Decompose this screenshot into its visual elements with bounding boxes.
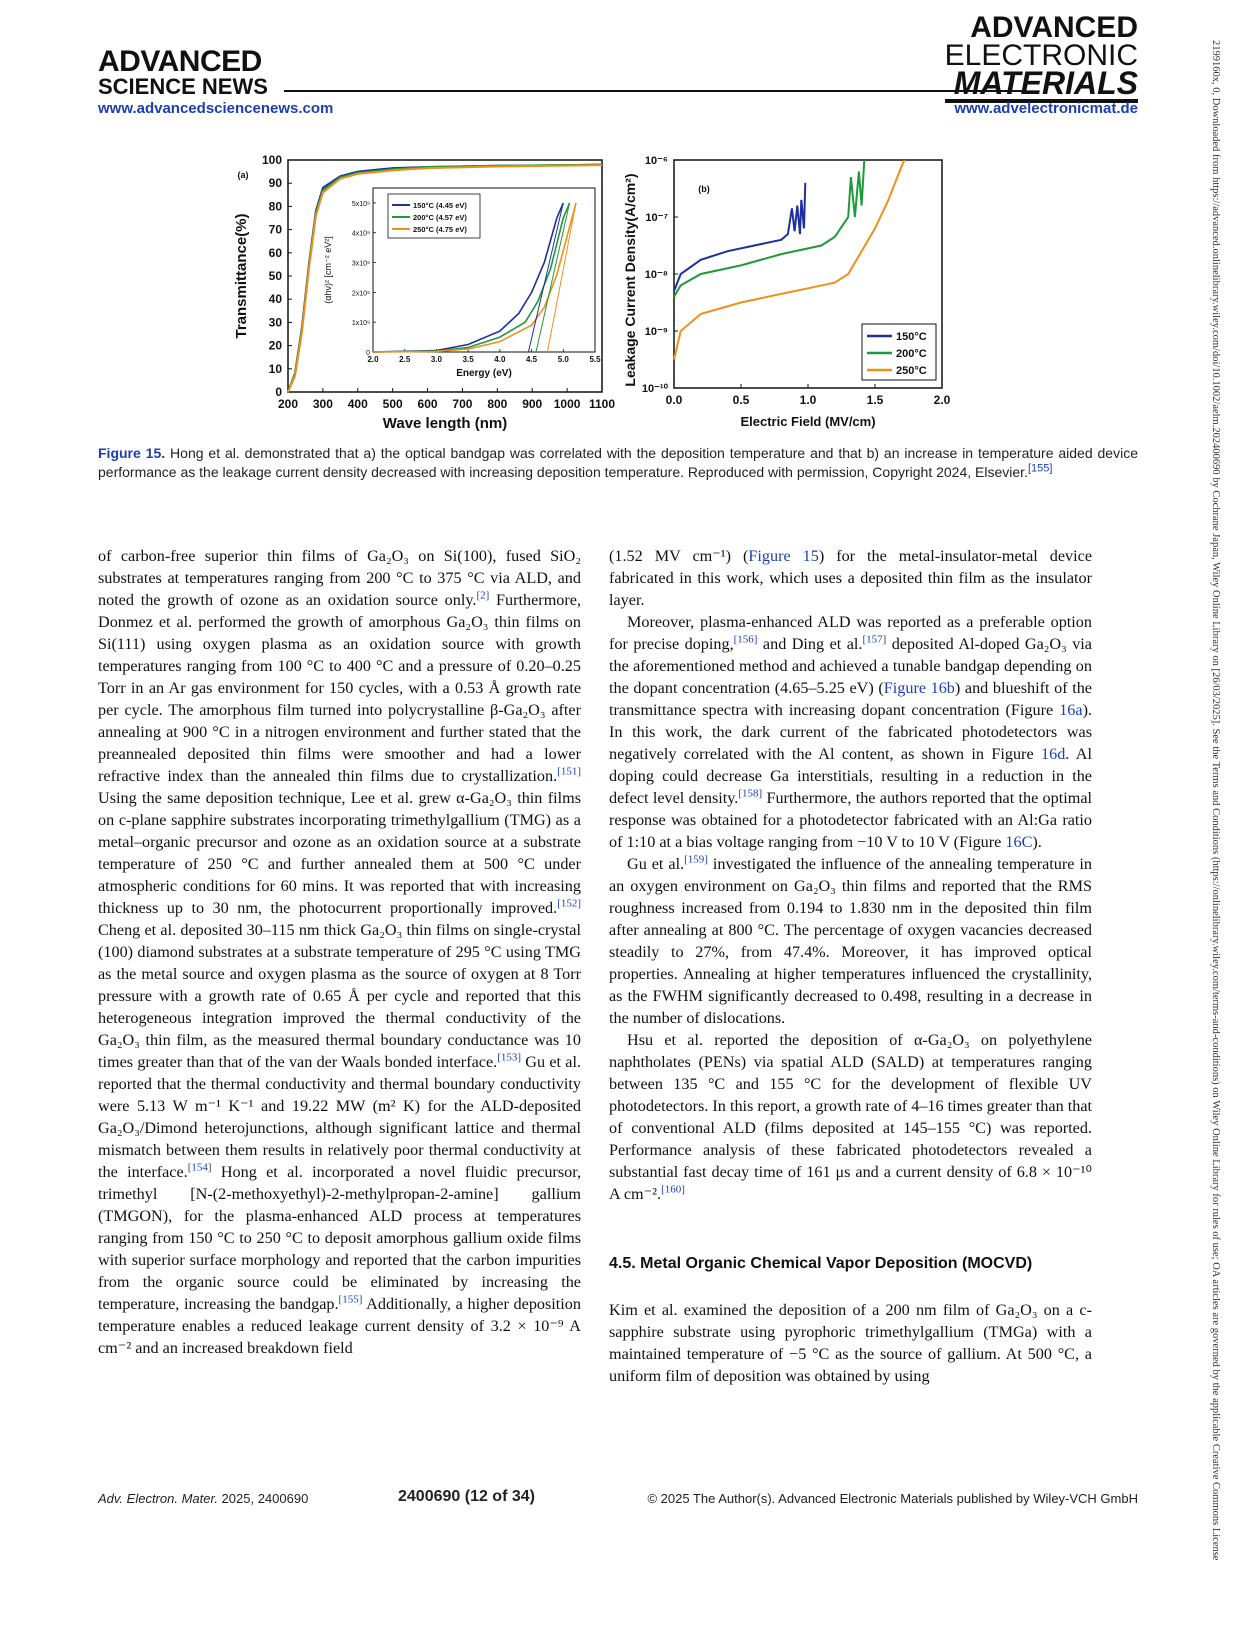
text-span: Cheng et al. deposited 30–115 nm thick Ga₂O₃ thin films on single-crystal (100) diamond substrates at a substrate temperature of 295 °C using TMG as the metal source and oxygen plasma as the source of oxygen at 8 Torr pressure with a growth rate of 0.65 Å per cycle and reported that this heterogeneous integration improved the thermal conductivity of the Ga₂O₃ thin film, as the measured thermal boundary conductance was 10 times greater than that of the van der Waals bonded interface. [98,921,581,1071]
inset-x-axis-label: Energy (eV) [456,368,512,379]
section-heading: 4.5. Metal Organic Chemical Vapor Deposition (MOCVD) [609,1255,1033,1272]
citation-ref[interactable]: [153] [497,1051,522,1064]
text-span: Moreover, plasma-enhanced ALD was reported as a preferable option for precise doping, [609,613,1092,653]
panel-a-x-tick-label: 900 [522,397,543,411]
text-span: ) for the metal-insulator-metal device fabricated in this work, which uses a deposited thin film as the insulator layer. [609,547,1093,609]
panel-a-y-tick-label: 40 [268,292,282,307]
journal-url[interactable]: www.advelectronicmat.de [954,100,1138,117]
panel-a-y-tick-label: 20 [268,338,282,353]
panel-a-y-tick-label: 70 [268,222,282,237]
inset-y-tick-label: 2x10⁹ [351,290,370,298]
panel-b-y-tick-label: 10⁻⁹ [644,326,668,338]
panel-a-y-tick-label: 50 [268,269,282,283]
right-column [609,545,1092,1387]
citation-ref[interactable]: [159] [684,853,708,866]
figure-link[interactable]: 16d [1041,745,1066,763]
right-paragraph-2 [609,611,1092,853]
text-span: Using the same deposition technique, Lee et al. grew α-Ga₂O₃ thin films on c-plane sapphire substrates incorporating trimethylgallium (TMG) as a metal–organic precursor and ozone as an oxidation source at a substrate temperature of 250 °C and further annealed them at 500 °C under atmospheric conditions for 60 mins. It was reported that with increasing thickness up to 30 nm, the photocurrent proportionally improved. [98,789,581,917]
figure-link[interactable]: Figure 16b [883,679,955,697]
text-span: Additionally, a higher deposition temperature enables a reduced leakage current density of 3.2 × 10⁻⁹ A cm⁻² and an increased breakdown field [98,1295,581,1357]
panel-a-x-tick-label: 600 [417,397,438,411]
citation-ref[interactable]: [157] [862,633,887,646]
text-span: Furthermore, the authors reported that the optimal response was obtained for a photodetector fabricated with an Al:Ga ratio of 1:10 at a bias voltage ranging from −10 V to 10 V (Figure [609,789,1092,851]
inset-x-tick-label: 3.0 [430,355,442,364]
panel-a-x-tick-label: 800 [487,397,508,411]
panel-b-x-tick-label: 1.5 [866,393,884,407]
inset-x-tick-label: 4.5 [526,355,538,364]
panel-a-label: (a) [237,170,249,180]
text-span: ). [1032,833,1042,851]
citation-ref[interactable]: [160] [661,1183,685,1196]
caption-ref[interactable]: [155] [1027,462,1053,475]
page-footer [98,1488,1138,1512]
panel-b-legend-label: 150°C [896,331,927,343]
text-span: Gu et al. [627,855,685,873]
panel-b-x-tick-label: 0.5 [732,393,750,407]
panel-b-x-tick-label: 2.0 [933,393,951,407]
aem-logo-line2: ELECTRONIC [944,38,1138,72]
panel-b-y-tick-label: 10⁻⁶ [644,155,668,167]
text-span: of carbon-free superior thin films of Ga₂O₃ on Si(100), fused SiO₂ substrates at temperatures ranging from 200 °C to 375 °C via ALD, and noted the growth of ozone as an oxidation source only. [98,547,581,609]
advanced-science-news-logo [98,45,268,99]
footer-copyright: © 2025 The Author(s). Advanced Electronic Materials published by Wiley-VCH GmbH [647,1491,1138,1506]
panel-a-y-tick-label: 10 [268,361,282,376]
inset-y-tick-label: 5x10⁹ [351,200,370,208]
left-column [98,545,581,1359]
panel-a-x-tick-label: 400 [347,397,368,411]
text-span: deposited Al-doped Ga₂O₃ via the aforementioned method and achieved a tunable bandgap depending on the dopant concentration (4.65–5.25 eV) ( [609,635,1092,697]
inset-y-tick-label: 3x10⁹ [351,260,370,268]
figure-link[interactable]: Figure 15 [748,547,819,565]
text-span: investigated the influence of the annealing temperature in an oxygen environment on Ga₂O₃ thin films and reported that the RMS roughness increased from 0.194 to 1.830 nm in the deposited thin film after annealing at 800 °C. The percentage of oxygen vacancies decreased steadily to 27%, from 47.4%. Moreover, it has improved optical properties. Annealing at higher temperatures influenced the crystallinity, as the FWHM significantly decreased to 0.498, resulting in a decrease in the number of dislocations. [609,855,1092,1027]
panel-b-y-tick-label: 10⁻¹⁰ [641,383,668,395]
panel-a-x-tick-label: 700 [452,397,473,411]
inset-x-tick-label: 5.5 [589,355,601,364]
right-paragraph-5: Kim et al. examined the deposition of a 200 nm film of Ga₂O₃ on a c-sapphire substrate using pyrophoric trimethylgallium (TMGa) with a maintained temperature of −5 °C as the source of gallium. At 500 °C, a uniform film of deposition was obtained by using [609,1301,1092,1385]
footer-page-number: 2400690 (12 of 34) [398,1488,535,1505]
footer-journal [98,1491,308,1506]
inset-y-axis-label: (αhν)² [cm⁻² eV²] [323,236,333,304]
inset-x-tick-label: 4.0 [494,355,506,364]
panel-a-y-tick-label: 100 [261,153,282,167]
figure-15-svg [230,150,1010,440]
publisher-url[interactable]: www.advancedsciencenews.com [98,100,334,117]
text-span: Furthermore, Donmez et al. performed the growth of amorphous Ga₂O₃ thin films on Si(111) using oxygen plasma as an oxidation source with growth temperatures ranging from 100 °C to 400 °C and a pressure of 0.20–0.25 Torr in an Ar gas environment for 150 cycles, with a 0.53 Å growth rate per cycle. The amorphous film turned into polycrystalline β-Ga₂O₃ after annealing at 900 °C in a nitrogen environment and further stated that the preannealed deposited thin films were smoother and had a lower refractive index than the annealed thin films due to crystallization. [98,591,581,785]
panel-b-x-tick-label: 1.0 [799,393,817,407]
figure-link[interactable]: 16C [1005,833,1033,851]
panel-a-y-tick-label: 90 [268,176,282,191]
panel-a-x-tick-label: 1000 [553,397,581,411]
right-paragraph-4 [609,1029,1092,1205]
panel-a-x-tick-label: 1100 [588,397,616,411]
figure-link[interactable]: 16a [1059,701,1083,719]
inset-x-tick-label: 5.0 [557,355,569,364]
panel-a-y-tick-label: 30 [268,315,282,330]
caption-text: Hong et al. demonstrated that a) the optical bandgap was correlated with the deposition temperature and that b) an increase in temperature aided device performance as the leakage current density decreased with increasing deposition temperature. Reproduced with permission, Copyright 2024, Elsevier. [98,445,1138,480]
asn-logo-line1: ADVANCED [98,45,262,78]
panel-b-y-axis-label: Leakage Current Density(A/cm²) [622,173,638,387]
citation-ref[interactable]: [156] [733,633,758,646]
left-paragraph-1 [98,545,581,1359]
text-span: Hsu et al. reported the deposition of α-Ga₂O₃ on polyethylene naphtholates (PENs) via spatial ALD (SALD) at temperatures ranging between 135 °C and 155 °C for the development of flexible UV photodetectors. In this report, a growth rate of 4–16 times greater than that of conventional ALD (films deposited at 145–155 °C) was reported. Performance analysis of these fabricated photodetectors revealed a substantial fast decay time of 161 μs and a current density of 6.8 × 10⁻¹⁰ A cm⁻². [609,1031,1092,1203]
panel-a-x-tick-label: 300 [312,397,333,411]
right-paragraph-1 [609,545,1092,611]
inset-y-tick-label: 1x10⁹ [351,320,370,328]
header-rule [284,90,1024,92]
citation-ref[interactable]: [155] [338,1293,363,1306]
footer-journal-name: Adv. Electron. Mater. [98,1491,218,1506]
asn-logo-line2: SCIENCE NEWS [98,73,268,99]
advanced-electronic-materials-logo [944,11,1138,103]
text-span: ) and blueshift of the transmittance spectra with increasing dopant concentration (Figure [609,679,1092,719]
figure-15 [230,150,1010,440]
aem-logo-line3: MATERIALS [945,69,1138,102]
panel-a-x-tick-label: 500 [382,397,403,411]
panel-a-x-axis-label: Wave length (nm) [382,415,508,432]
citation-ref[interactable]: [152] [557,897,581,910]
inset-x-tick-label: 2.0 [367,355,379,364]
citation-ref[interactable]: [151] [557,765,581,778]
text-span: Gu et al. reported that the thermal conductivity and thermal boundary conductivity were 5.13 W m⁻¹ K⁻¹ and 19.22 MW (m² K) for the ALD-deposited Ga₂O₃/Dimond heterojunctions, although significant lattice and thermal mismatch between them results in relatively poor thermal conductivity at the interface. [98,1053,582,1181]
panel-a-y-tick-label: 80 [268,199,282,214]
caption-label: Figure 15. [98,445,166,461]
inset-y-tick-label: 4x10⁹ [351,230,370,238]
download-sidebar-note: 2199160x, 0, Downloaded from https://advanced.onlinelibrary.wiley.com/doi/10.1002/aelm.202400690 by Cochrane Japan, Wiley Online Library on [26/03/2025]. See the Terms and Conditions (https://onlinelibrary.wiley.com/terms-and-conditions) on Wiley Online Library for rules of use; OA articles are governed by the applicable Creative Commons License [1210,40,1221,1561]
panel-b-series-line [674,183,805,291]
right-paragraph-3 [609,853,1092,1029]
inset-legend-label: 150°C (4.45 eV) [413,201,467,210]
panel-b-y-tick-label: 10⁻⁸ [644,269,668,281]
text-span: (1.52 MV cm⁻¹) ( [609,547,749,565]
panel-b-legend-label: 250°C [896,365,927,377]
panel-a-y-axis-label: Transmittance(%) [233,213,250,339]
aem-logo-line1: ADVANCED [970,11,1138,44]
panel-b-x-tick-label: 0.0 [665,393,683,407]
panel-b-y-tick-label: 10⁻⁷ [645,212,668,224]
panel-b-legend-label: 200°C [896,348,927,360]
panel-a-y-tick-label: 0 [275,385,282,399]
inset-legend-label: 200°C (4.57 eV) [413,213,467,222]
inset-legend-label: 250°C (4.75 eV) [413,225,467,234]
inset-x-tick-label: 3.5 [462,355,474,364]
text-span: and Ding et al. [757,635,863,653]
panel-b-series-line [674,160,864,297]
text-span: . Al doping could decrease Ga interstitials, resulting in a reduction in the defect level density. [609,745,1092,807]
page-header [98,11,1138,124]
citation-ref[interactable]: [2] [476,589,490,602]
text-span: ). In this work, the dark current of the fabricated photodetectors was negatively correlated with the Al content, as shown in Figure [609,701,1092,763]
panel-b-label: (b) [698,184,710,194]
footer-journal-info: 2025, 2400690 [217,1491,309,1506]
text-span: Hong et al. incorporated a novel fluidic precursor, trimethyl [N-(2-methoxyethyl)-2-methylpropan-2-amine] gallium (TMGON), for the plasma-enhanced ALD process at temperatures ranging from 150 °C to 250 °C to deposit amorphous gallium oxide films with superior surface morphology and reported that the carbon impurities from the organic source could be eliminated by increasing the temperature, increasing the bandgap. [98,1163,582,1313]
panel-b-x-axis-label: Electric Field (MV/cm) [740,414,876,429]
citation-ref[interactable]: [158] [738,787,763,800]
inset-y-tick-label: 0 [366,350,370,357]
figure-caption [98,444,1138,482]
panel-a-y-tick-label: 60 [268,245,282,260]
citation-ref[interactable]: [154] [187,1161,212,1174]
panel-a-x-tick-label: 200 [277,397,299,411]
inset-x-tick-label: 2.5 [399,355,411,364]
